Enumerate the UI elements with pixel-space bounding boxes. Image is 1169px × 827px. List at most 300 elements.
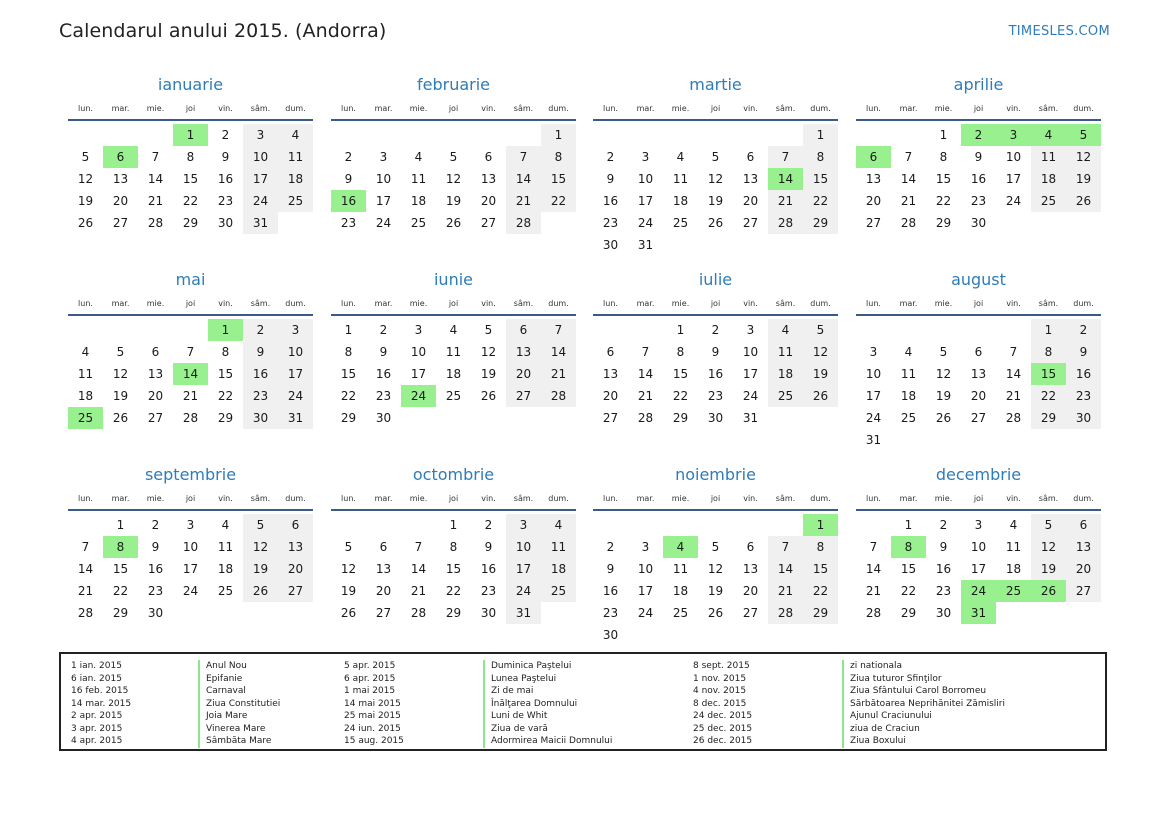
calendar-day: 27 [147, 411, 164, 425]
calendar-day: 29 [900, 606, 917, 620]
calendar-day: 13 [970, 367, 987, 381]
calendar-day: 18 [217, 562, 234, 576]
empty-cell [856, 514, 891, 536]
calendar-day: 2 [379, 323, 388, 337]
calendar-day: 6 [746, 540, 755, 554]
legend-entry: Ziua Sfântului Carol Borromeu [842, 685, 1005, 698]
calendar-day: 1 [116, 518, 125, 532]
legend-entry: Sâmbăta Mare [198, 735, 280, 748]
calendar-day: 15 [340, 367, 357, 381]
weekday-label: mie. [409, 299, 428, 308]
calendar-day: 14 [1005, 367, 1022, 381]
month-name: august [951, 270, 1006, 289]
calendar-day: 28 [182, 411, 199, 425]
legend-entry: 4 apr. 2015 [71, 736, 123, 746]
calendar-day: 9 [606, 172, 615, 186]
weekday-label: mie. [146, 299, 165, 308]
empty-cell [628, 124, 663, 146]
weekday-label: dum. [548, 494, 569, 503]
calendar-day: 4 [414, 150, 423, 164]
weekday-label: joi [973, 104, 984, 113]
weekday-label: lun. [341, 494, 356, 503]
calendar-day: 13 [375, 562, 392, 576]
calendar-day: 4 [768, 319, 803, 341]
calendar-day: 20 [742, 584, 759, 598]
calendar-day: 27 [970, 411, 987, 425]
calendar-day: 16 [1066, 363, 1101, 385]
calendar-day: 21 [1005, 389, 1022, 403]
calendar-day: 11 [672, 562, 689, 576]
calendar-day: 24 [278, 385, 313, 407]
calendar-day: 2 [484, 518, 493, 532]
calendar-day: 23 [602, 216, 619, 230]
calendar-day: 20 [278, 558, 313, 580]
legend-entry: Ziua Constitutiei [198, 698, 280, 711]
calendar-day: 23 [1066, 385, 1101, 407]
calendar-day: 22 [182, 194, 199, 208]
calendar-day: 18 [672, 194, 689, 208]
calendar-day: 13 [865, 172, 882, 186]
holiday-day: 26 [1031, 580, 1066, 602]
calendar-day: 5 [81, 150, 90, 164]
calendar-day: 17 [243, 168, 278, 190]
legend-entry: 6 apr. 2015 [344, 673, 396, 684]
calendar-day: 2 [939, 518, 948, 532]
calendar-day: 18 [278, 168, 313, 190]
empty-cell [138, 124, 173, 146]
legend-entry: 1 nov. 2015 [693, 673, 747, 684]
calendar-day: 5 [344, 540, 353, 554]
calendar-day: 27 [742, 606, 759, 620]
legend-names-column-2 [483, 660, 612, 748]
calendar-day: 24 [1005, 194, 1022, 208]
calendar-day: 12 [243, 536, 278, 558]
calendar-day: 10 [970, 540, 987, 554]
calendar-day: 30 [970, 216, 987, 230]
calendar-day: 21 [506, 190, 541, 212]
calendar-day: 20 [970, 389, 987, 403]
page-title: Calendarul anului 2015. (Andorra) [59, 20, 387, 42]
calendar-day: 12 [340, 562, 357, 576]
weekday-label: vin. [218, 299, 233, 308]
holiday-day: 31 [961, 602, 996, 624]
legend-entry: Zi de mai [483, 685, 612, 698]
weekday-label: sâm. [250, 299, 271, 308]
weekday-header [68, 99, 313, 121]
calendar-day: 16 [375, 367, 392, 381]
calendar-day: 28 [410, 606, 427, 620]
month-name: mai [175, 270, 206, 289]
calendar-day: 29 [803, 212, 838, 234]
weekday-header [68, 489, 313, 511]
calendar-day: 22 [112, 584, 129, 598]
calendar-day: 19 [77, 194, 94, 208]
empty-cell [733, 514, 768, 536]
weekday-label: sâm. [775, 104, 796, 113]
calendar-day: 19 [1066, 168, 1101, 190]
calendar-day: 27 [865, 216, 882, 230]
calendar-day: 12 [707, 172, 724, 186]
legend-entry: Sărbătoarea Neprihănitei Zămisliri [842, 698, 1005, 711]
empty-cell [663, 124, 698, 146]
calendar-day: 9 [344, 172, 353, 186]
weekday-label: joi [710, 104, 721, 113]
calendar-day: 31 [637, 238, 654, 252]
holiday-day: 1 [173, 124, 208, 146]
weekday-label: vin. [1006, 494, 1021, 503]
day-grid [593, 319, 838, 429]
calendar-day: 26 [803, 385, 838, 407]
month-name: februarie [416, 75, 491, 94]
month-februarie [331, 73, 576, 234]
calendar-day: 26 [112, 411, 129, 425]
calendar-day: 17 [970, 562, 987, 576]
empty-cell [996, 319, 1031, 341]
legend-entry: ziua de Craciun [842, 723, 1005, 736]
weekday-label: sâm. [513, 299, 534, 308]
weekday-label: vin. [743, 104, 758, 113]
month-name: aprilie [953, 75, 1004, 94]
weekday-label: sâm. [513, 104, 534, 113]
calendar-day: 26 [340, 606, 357, 620]
calendar-day: 31 [506, 602, 541, 624]
calendar-day: 1 [344, 323, 353, 337]
weekday-label: mie. [409, 494, 428, 503]
calendar-day: 24 [506, 580, 541, 602]
empty-cell [628, 319, 663, 341]
calendar-day: 17 [278, 363, 313, 385]
calendar-day: 22 [217, 389, 234, 403]
calendar-day: 30 [707, 411, 724, 425]
month-ianuarie [68, 73, 313, 234]
empty-cell [891, 124, 926, 146]
empty-cell [68, 124, 103, 146]
legend-entry: 15 aug. 2015 [344, 736, 404, 746]
month-name: noiembrie [675, 465, 756, 484]
weekday-label: mie. [934, 104, 953, 113]
legend-entry: Luni de Whit [483, 710, 612, 723]
calendar-day: 11 [77, 367, 94, 381]
weekday-label: vin. [218, 104, 233, 113]
calendar-day: 23 [375, 389, 392, 403]
calendar-day: 15 [541, 168, 576, 190]
calendar-day: 3 [746, 323, 755, 337]
calendar-day: 14 [865, 562, 882, 576]
calendar-day: 15 [900, 562, 917, 576]
calendar-day: 22 [803, 580, 838, 602]
weekday-label: lun. [341, 299, 356, 308]
calendar-day: 14 [77, 562, 94, 576]
weekday-label: mar. [636, 299, 655, 308]
calendar-day: 29 [803, 602, 838, 624]
calendar-day: 14 [147, 172, 164, 186]
holiday-day: 14 [173, 363, 208, 385]
calendar-day: 10 [506, 536, 541, 558]
calendar-day: 19 [1031, 558, 1066, 580]
legend-entry: 2 apr. 2015 [71, 711, 123, 721]
legend-entry: 8 sept. 2015 [693, 661, 750, 671]
weekday-label: vin. [481, 104, 496, 113]
calendar-day: 22 [340, 389, 357, 403]
calendar-day: 16 [480, 562, 497, 576]
weekday-label: dum. [810, 299, 831, 308]
legend-entry: 4 nov. 2015 [693, 686, 747, 696]
weekday-label: dum. [285, 494, 306, 503]
empty-cell [436, 124, 471, 146]
calendar-day: 29 [672, 411, 689, 425]
calendar-day: 13 [742, 172, 759, 186]
empty-cell [733, 124, 768, 146]
month-iunie [331, 268, 576, 429]
holiday-day: 25 [68, 407, 103, 429]
holiday-legend [59, 652, 1107, 751]
calendar-day: 13 [112, 172, 129, 186]
weekday-label: mar. [636, 494, 655, 503]
calendar-day: 13 [480, 172, 497, 186]
legend-entry: Vinerea Mare [198, 723, 280, 736]
calendar-day: 11 [900, 367, 917, 381]
calendar-day: 28 [77, 606, 94, 620]
calendar-day: 8 [344, 345, 353, 359]
calendar-day: 23 [480, 584, 497, 598]
weekday-header [856, 99, 1101, 121]
calendar-day: 19 [480, 367, 497, 381]
weekday-label: dum. [810, 494, 831, 503]
legend-entry: 14 mai 2015 [344, 698, 401, 709]
weekday-label: dum. [1073, 104, 1094, 113]
calendar-day: 1 [803, 124, 838, 146]
calendar-day: 8 [676, 345, 685, 359]
calendar-day: 12 [480, 345, 497, 359]
calendar-day: 29 [112, 606, 129, 620]
calendar-day: 13 [742, 562, 759, 576]
calendar-day: 19 [935, 389, 952, 403]
calendar-day: 17 [637, 194, 654, 208]
legend-entry: Ziua Boxului [842, 735, 1005, 748]
calendar-day: 18 [410, 194, 427, 208]
calendar-day: 9 [974, 150, 983, 164]
weekday-label: mie. [934, 299, 953, 308]
legend-dates-column-1 [71, 660, 131, 748]
calendar-day: 3 [869, 345, 878, 359]
calendar-day: 9 [151, 540, 160, 554]
calendar-day: 8 [186, 150, 195, 164]
calendar-day: 30 [602, 628, 619, 642]
brand-link[interactable]: TIMESLES.COM [1008, 24, 1110, 39]
calendar-day: 7 [641, 345, 650, 359]
calendar-day: 10 [375, 172, 392, 186]
calendar-day: 19 [445, 194, 462, 208]
calendar-day: 6 [1066, 514, 1101, 536]
weekday-header [856, 489, 1101, 511]
weekday-label: mie. [671, 494, 690, 503]
calendar-day: 19 [707, 194, 724, 208]
calendar-day: 24 [182, 584, 199, 598]
legend-entry: Epifanie [198, 673, 280, 686]
calendar-day: 2 [1066, 319, 1101, 341]
holiday-day: 6 [856, 146, 891, 168]
calendar-day: 28 [637, 411, 654, 425]
weekday-label: dum. [285, 104, 306, 113]
calendar-day: 30 [147, 606, 164, 620]
calendar-day: 24 [637, 606, 654, 620]
holiday-day: 15 [1031, 363, 1066, 385]
weekday-label: mie. [146, 494, 165, 503]
calendar-day: 30 [375, 411, 392, 425]
calendar-day: 18 [1005, 562, 1022, 576]
empty-cell [891, 319, 926, 341]
calendar-day: 13 [602, 367, 619, 381]
weekday-label: mar. [374, 494, 393, 503]
weekday-label: dum. [548, 104, 569, 113]
calendar-day: 23 [935, 584, 952, 598]
calendar-day: 9 [1066, 341, 1101, 363]
calendar-day: 5 [711, 540, 720, 554]
weekday-label: mar. [899, 104, 918, 113]
calendar-day: 16 [970, 172, 987, 186]
calendar-day: 17 [637, 584, 654, 598]
calendar-day: 3 [414, 323, 423, 337]
calendar-day: 30 [217, 216, 234, 230]
weekday-label: sâm. [250, 494, 271, 503]
weekday-label: vin. [743, 299, 758, 308]
calendar-day: 12 [707, 562, 724, 576]
holiday-day: 14 [768, 168, 803, 190]
calendar-day: 10 [243, 146, 278, 168]
calendar-day: 15 [182, 172, 199, 186]
legend-entry: Ziua tuturor Sfinţilor [842, 673, 1005, 686]
legend-entry: Anul Nou [198, 660, 280, 673]
calendar-day: 12 [112, 367, 129, 381]
calendar-day: 3 [243, 124, 278, 146]
calendar-day: 12 [77, 172, 94, 186]
legend-entry: 1 ian. 2015 [71, 661, 122, 671]
weekday-label: sâm. [1038, 104, 1059, 113]
calendar-day: 11 [541, 536, 576, 558]
calendar-day: 22 [1031, 385, 1066, 407]
legend-entry: 24 iun. 2015 [344, 723, 401, 734]
calendar-day: 20 [1066, 558, 1101, 580]
weekday-label: vin. [481, 299, 496, 308]
calendar-day: 28 [768, 602, 803, 624]
calendar-day: 6 [484, 150, 493, 164]
calendar-day: 27 [375, 606, 392, 620]
weekday-header [331, 99, 576, 121]
calendar-day: 4 [676, 150, 685, 164]
calendar-day: 1 [1031, 319, 1066, 341]
calendar-day: 1 [449, 518, 458, 532]
weekday-label: joi [448, 299, 459, 308]
calendar-day: 4 [221, 518, 230, 532]
calendar-day: 29 [935, 216, 952, 230]
calendar-day: 23 [243, 385, 278, 407]
calendar-day: 25 [445, 389, 462, 403]
legend-entry: 16 feb. 2015 [71, 686, 129, 696]
legend-entry: 24 dec. 2015 [693, 711, 753, 721]
legend-entry: Înălţarea Domnului [483, 698, 612, 711]
empty-cell [856, 319, 891, 341]
calendar-day: 3 [379, 150, 388, 164]
empty-cell [506, 124, 541, 146]
legend-entry: 14 mar. 2015 [71, 698, 132, 709]
empty-cell [401, 124, 436, 146]
calendar-day: 20 [506, 363, 541, 385]
calendar-day: 5 [803, 319, 838, 341]
holiday-day: 5 [1066, 124, 1101, 146]
weekday-label: lun. [78, 299, 93, 308]
calendar-day: 15 [803, 168, 838, 190]
calendar-day: 5 [711, 150, 720, 164]
calendar-day: 10 [410, 345, 427, 359]
calendar-day: 16 [935, 562, 952, 576]
calendar-day: 31 [243, 212, 278, 234]
calendar-day: 15 [672, 367, 689, 381]
month-martie [593, 73, 838, 256]
calendar-day: 31 [865, 433, 882, 447]
weekday-label: lun. [603, 299, 618, 308]
calendar-day: 26 [707, 216, 724, 230]
weekday-label: dum. [285, 299, 306, 308]
calendar-day: 14 [768, 558, 803, 580]
calendar-day: 25 [410, 216, 427, 230]
weekday-label: dum. [1073, 494, 1094, 503]
calendar-day: 14 [506, 168, 541, 190]
month-name: iulie [698, 270, 733, 289]
calendar-day: 6 [278, 514, 313, 536]
calendar-day: 2 [151, 518, 160, 532]
calendar-day: 7 [541, 319, 576, 341]
calendar-day: 23 [707, 389, 724, 403]
calendar-day: 29 [445, 606, 462, 620]
calendar-day: 10 [182, 540, 199, 554]
calendar-day: 27 [602, 411, 619, 425]
empty-cell [926, 319, 961, 341]
legend-entry: 3 apr. 2015 [71, 723, 123, 734]
calendar-day: 8 [939, 150, 948, 164]
calendar-day: 11 [410, 172, 427, 186]
month-decembrie [856, 463, 1101, 624]
weekday-label: mie. [934, 494, 953, 503]
calendar-day: 11 [278, 146, 313, 168]
calendar-day: 24 [742, 389, 759, 403]
calendar-day: 21 [768, 580, 803, 602]
weekday-label: sâm. [1038, 494, 1059, 503]
calendar-day: 7 [186, 345, 195, 359]
calendar-day: 17 [506, 558, 541, 580]
day-grid [593, 124, 838, 256]
day-grid [856, 319, 1101, 451]
weekday-header [593, 489, 838, 511]
day-grid [68, 124, 313, 234]
calendar-day: 11 [1005, 540, 1022, 554]
calendar-day: 21 [768, 190, 803, 212]
weekday-label: lun. [78, 104, 93, 113]
calendar-day: 19 [112, 389, 129, 403]
empty-cell [331, 124, 366, 146]
weekday-label: joi [185, 494, 196, 503]
calendar-day: 9 [606, 562, 615, 576]
empty-cell [698, 124, 733, 146]
weekday-label: lun. [866, 104, 881, 113]
calendar-day: 23 [340, 216, 357, 230]
empty-cell [663, 514, 698, 536]
calendar-day: 17 [182, 562, 199, 576]
day-grid [593, 514, 838, 646]
legend-entry: Ajunul Craciunului [842, 710, 1005, 723]
calendar-day: 30 [602, 238, 619, 252]
weekday-label: joi [973, 299, 984, 308]
calendar-day: 6 [379, 540, 388, 554]
